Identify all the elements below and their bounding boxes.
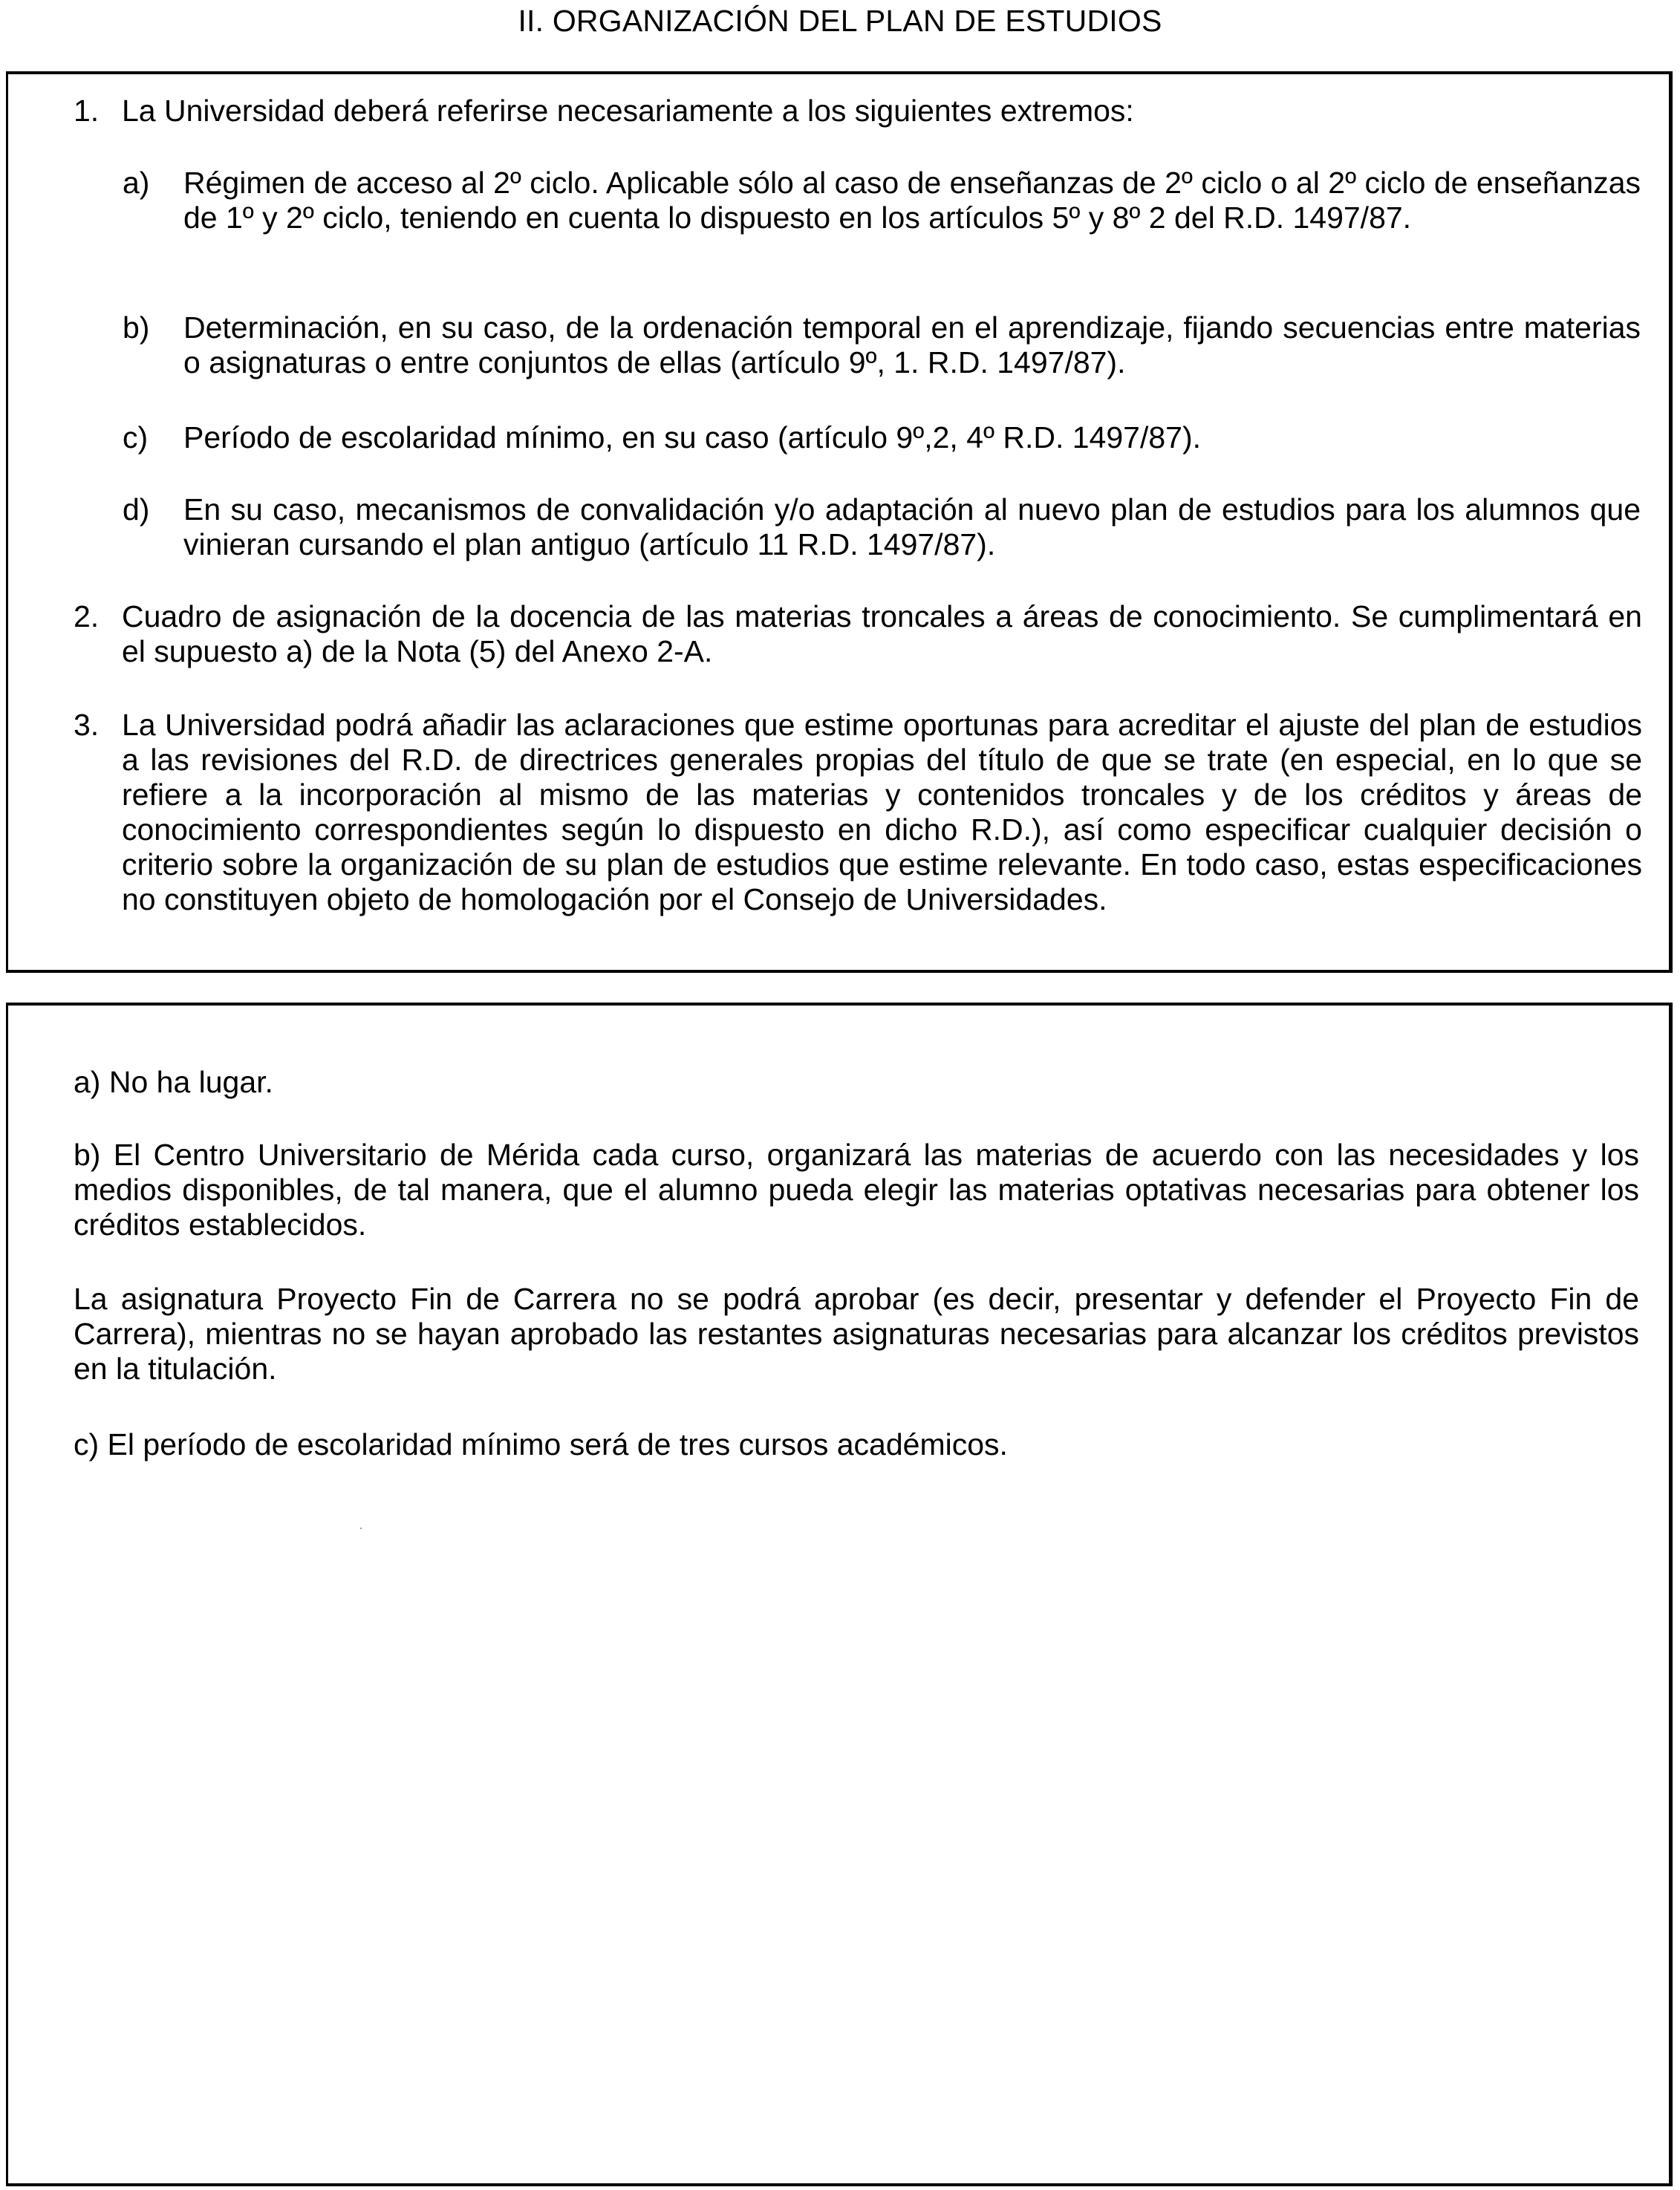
answer-paragraph-b: b) El Centro Universitario de Mérida cada curso, organizará las materias de acuerdo con las necesidades y los medios disponibles, de tal manera, que el alumno pueda elegir las materias optativas necesarias para obtener los créditos establecidos. xyxy=(74,1138,1639,1242)
subitem-letter: b) xyxy=(123,310,150,345)
item-text: Cuadro de asignación de la docencia de las materias troncales a áreas de conocimiento. Se cumplimentará en el supuesto a) de la Nota (5) del Anexo 2-A. xyxy=(122,599,1642,668)
item-number: 3. xyxy=(74,708,100,742)
subitem-letter: c) xyxy=(123,420,149,454)
answer-paragraph-proyecto: La asignatura Proyecto Fin de Carrera no se podrá aprobar (es decir, presentar y defender el Proyecto Fin de Carrera), mientras no se hayan aprobado las restantes asignaturas necesarias para alcanzar los créditos previstos en la titulación. xyxy=(74,1282,1639,1386)
item-number: 1. xyxy=(74,94,100,128)
page-title: II. ORGANIZACIÓN DEL PLAN DE ESTUDIOS xyxy=(518,4,1162,38)
subitem-text: En su caso, mecanismos de convalidación y/o adaptación al nuevo plan de estudios para los alumnos que vinieran cursando el plan antiguo (artículo 11 R.D. 1497/87). xyxy=(183,492,1641,561)
item-number: 2. xyxy=(74,599,100,633)
instructions-box xyxy=(6,71,1673,973)
scan-speck xyxy=(360,1528,362,1529)
subitem-letter: a) xyxy=(123,166,150,200)
subitem-text: Período de escolaridad mínimo, en su caso (artículo 9º,2, 4º R.D. 1497/87). xyxy=(183,420,1201,454)
item-text: La Universidad deberá referirse necesariamente a los siguientes extremos: xyxy=(122,94,1134,128)
subitem-letter: d) xyxy=(123,492,150,527)
answer-paragraph-a: a) No ha lugar. xyxy=(74,1065,273,1099)
answers-box xyxy=(6,1003,1673,2186)
subitem-text: Régimen de acceso al 2º ciclo. Aplicable sólo al caso de enseñanzas de 2º ciclo o al 2º ciclo de enseñanzas de 1º y 2º ciclo, teniendo en cuenta lo dispuesto en los artículos 5º y 8º 2 del R.D. 1497/87. xyxy=(183,166,1641,235)
answer-paragraph-c: c) El período de escolaridad mínimo será de tres cursos académicos. xyxy=(74,1427,1008,1461)
item-text: La Universidad podrá añadir las aclaraciones que estime oportunas para acreditar el ajuste del plan de estudios a las revisiones del R.D. de directrices generales propias del título de que se trate (en especial, en lo que se refiere a la incorporación al mismo de las materias y contenidos troncales y de los créditos y áreas de conocimiento correspondientes según lo dispuesto en dicho R.D.), así como especificar cualquier decisión o criterio sobre la organización de su plan de estudios que estime relevante. En todo caso, estas especificaciones no constituyen objeto de homologación por el Consejo de Universidades. xyxy=(122,708,1642,916)
subitem-text: Determinación, en su caso, de la ordenación temporal en el aprendizaje, fijando secuencias entre materias o asignaturas o entre conjuntos de ellas (artículo 9º, 1. R.D. 1497/87). xyxy=(183,310,1641,379)
